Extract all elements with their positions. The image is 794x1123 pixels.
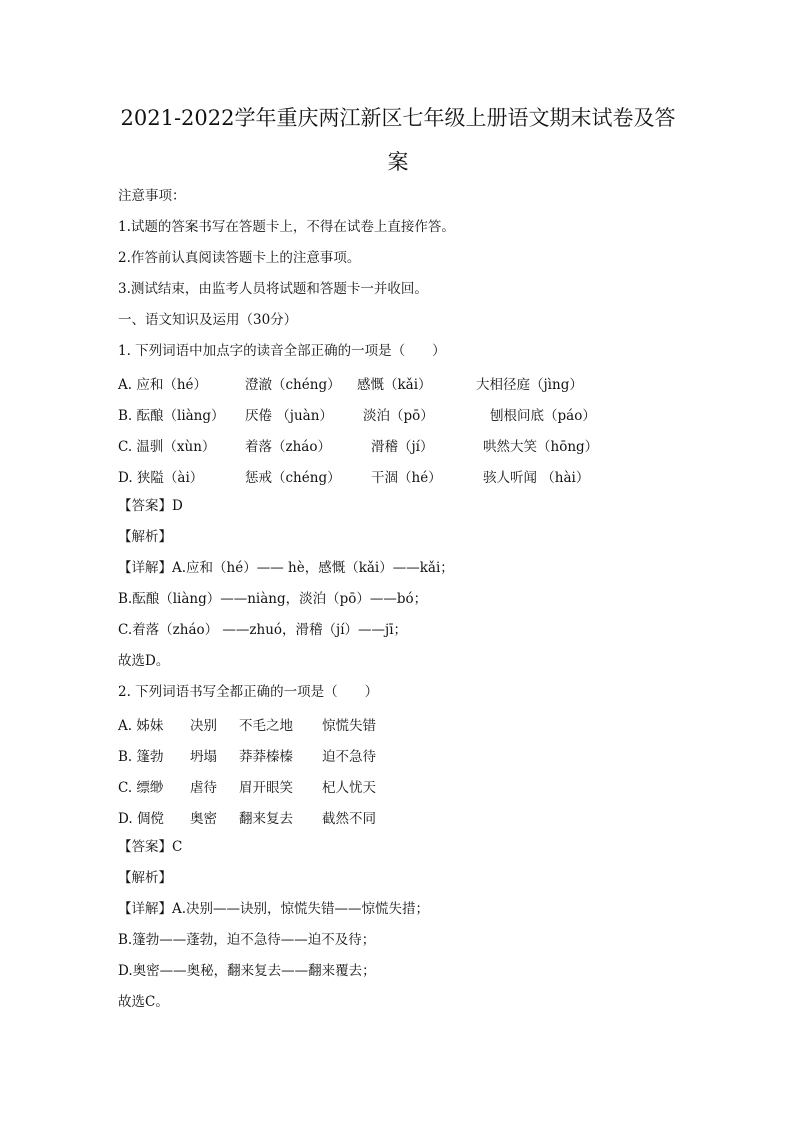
option-item: 眉开眼笑 xyxy=(239,780,293,796)
q1-answer: 【答案】D xyxy=(118,498,183,514)
option-item: 骇人听闻 （hài） xyxy=(483,470,590,486)
q2-option-c xyxy=(118,776,678,794)
option-item: 刨根问底（páo） xyxy=(490,408,596,424)
option-item: 澄澈（chéng） xyxy=(245,377,341,393)
option-item: C. 温驯（xùn） xyxy=(118,439,216,455)
option-item: 决别 xyxy=(190,718,217,734)
note-item: 2.作答前认真阅读答题卡上的注意事项。 xyxy=(118,250,361,266)
option-item: 杞人忧天 xyxy=(322,780,376,796)
q1-option-b xyxy=(118,404,678,422)
option-item: 大相径庭（jìng） xyxy=(476,377,583,393)
option-item: C. 缥缈 xyxy=(118,780,164,796)
question-1-stem: 1. 下列词语中加点字的读音全部正确的一项是（ ） xyxy=(118,343,446,359)
option-item: 不毛之地 xyxy=(239,718,293,734)
option-item: D. 狭隘（ài） xyxy=(118,470,204,486)
option-item: 莽莽榛榛 xyxy=(239,749,293,765)
option-item: D. 倜傥 xyxy=(118,811,164,827)
note-item: 3.测试结束，由监考人员将试题和答题卡一并收回。 xyxy=(118,281,428,297)
q2-conclusion: 故选C。 xyxy=(118,994,169,1010)
q2-analysis-label: 【解析】 xyxy=(118,870,172,886)
title-line-1: 2021-2022学年重庆两江新区七年级上册语文期末试卷及答 xyxy=(120,106,676,130)
q1-detail: B.酝酿（liàng）——niàng，淡泊（pō）——bó； xyxy=(118,591,428,607)
option-item: B. 篷勃 xyxy=(118,749,164,765)
q1-detail: C.着落（zháo） ——zhuó，滑稽（jí）——jī； xyxy=(118,622,408,638)
option-item: 坍塌 xyxy=(190,749,217,765)
q2-answer: 【答案】C xyxy=(118,839,183,855)
q2-detail: 【详解】A.决别——诀别，惊慌失错——惊慌失措； xyxy=(118,901,430,917)
q2-option-d xyxy=(118,807,678,825)
option-item: 翻来复去 xyxy=(239,811,293,827)
option-item: 惩戒（chéng） xyxy=(245,470,341,486)
option-item: A. 姊妹 xyxy=(118,718,164,734)
q1-option-d xyxy=(118,466,678,484)
option-item: 厌倦 （juàn） xyxy=(245,408,333,424)
q1-conclusion: 故选D。 xyxy=(118,653,170,669)
option-item: 淡泊（pō） xyxy=(363,408,434,424)
option-item: A. 应和（hé） xyxy=(118,377,208,393)
section-heading: 一、语文知识及运用（30分） xyxy=(118,312,298,328)
q1-detail: 【详解】A.应和（hé）—— hè，感慨（kǎi）——kǎi； xyxy=(118,560,454,576)
option-item: 干涸（hé） xyxy=(371,470,442,486)
option-item: 奥密 xyxy=(190,811,217,827)
option-item: 哄然大笑（hōng） xyxy=(483,439,599,455)
option-item: 着落（zháo） xyxy=(245,439,331,455)
q2-detail: D.奥密——奥秘，翻来复去——翻来覆去； xyxy=(118,963,376,979)
option-item: 截然不同 xyxy=(322,811,376,827)
q2-option-b xyxy=(118,745,678,763)
q1-analysis-label: 【解析】 xyxy=(118,529,172,545)
q2-option-a xyxy=(118,714,678,732)
notes-heading: 注意事项： xyxy=(118,188,186,204)
document-title xyxy=(118,96,678,184)
option-item: B. 酝酿（liàng） xyxy=(118,408,225,424)
question-2-stem: 2. 下列词语书写全都正确的一项是（ ） xyxy=(118,684,379,700)
option-item: 虐待 xyxy=(190,780,217,796)
q1-option-a xyxy=(118,373,678,391)
option-item: 迫不急待 xyxy=(322,749,376,765)
option-item: 感慨（kǎi） xyxy=(357,377,432,393)
option-item: 滑稽（jí） xyxy=(371,439,434,455)
title-line-2: 案 xyxy=(387,150,409,174)
q1-option-c xyxy=(118,435,678,453)
note-item: 1.试题的答案书写在答题卡上，不得在试卷上直接作答。 xyxy=(118,219,455,235)
option-item: 惊慌失错 xyxy=(322,718,376,734)
q2-detail: B.篷勃——蓬勃，迫不急待——迫不及待； xyxy=(118,932,376,948)
